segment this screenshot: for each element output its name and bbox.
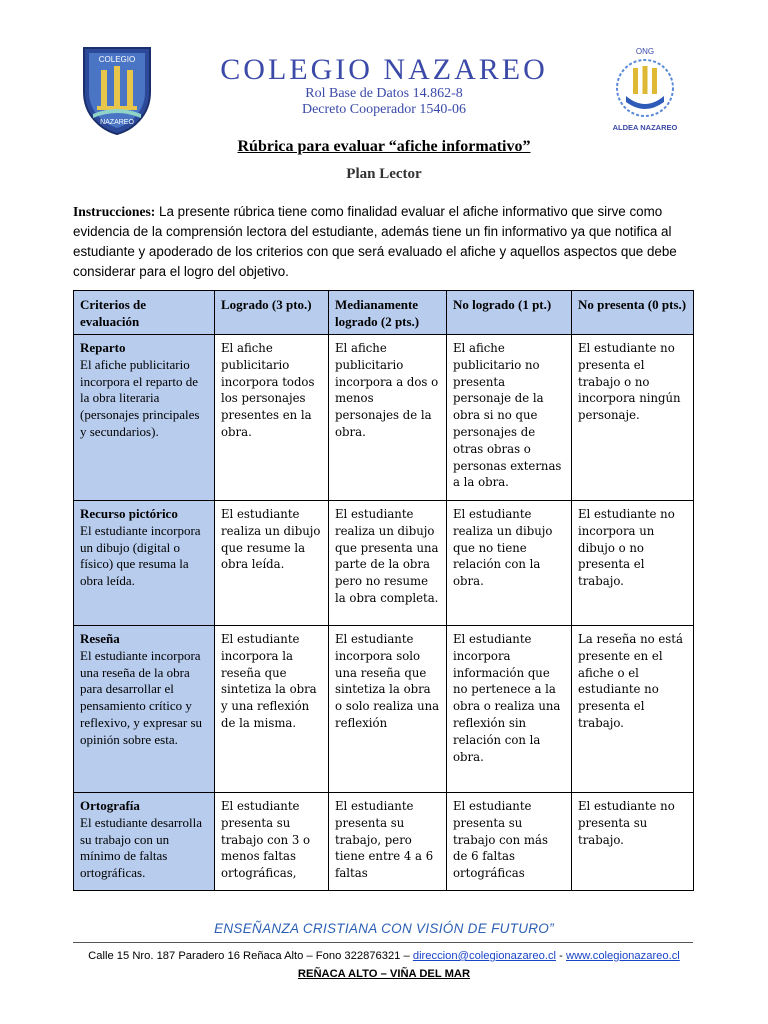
rubric-row-recurso-pictorico [74,501,694,626]
footer-divider [73,942,693,943]
cell-medianamente-logrado: El afiche publicitario incorpora a dos o menos personajes de la obra. [329,335,447,501]
document-subtitle: Plan Lector [346,166,422,182]
cell-no-logrado: El afiche publicitario no presenta personaje de la obra si no que personajes de otras obras o personas externas a la obra. [447,335,572,501]
header-medianamente-logrado: Medianamente logrado (2 pts.) [329,291,447,335]
cell-no-presenta: El estudiante no presenta el trabajo o no incorpora ningún personaje. [572,335,694,501]
cell-no-logrado: El estudiante incorpora información que no pertenece a la obra o realiza una reflexión sin relación con la obra. [447,626,572,793]
svg-text:ALDEA NAZAREO: ALDEA NAZAREO [612,123,678,132]
footer-city: REÑACA ALTO – VIÑA DEL MAR [297,968,471,980]
cell-no-logrado: El estudiante presenta su trabajo con más de 6 faltas ortográficas [447,793,572,891]
cell-no-presenta: La reseña no está presente en el afiche o el estudiante no presenta el trabajo. [572,626,694,793]
cell-logrado: El afiche publicitario incorpora todos los personajes presentes en la obra. [215,335,329,501]
criterion-name: Ortografía [80,798,140,813]
criterion-description: El estudiante incorpora una reseña de la obra para desarrollar el pensamiento crítico y reflexivo, y expresar su opinión sobre esta. [80,647,203,747]
criterion-name: Reparto [80,340,126,355]
rubric-row-resena [74,626,694,793]
cell-medianamente-logrado: El estudiante realiza un dibujo que presenta una parte de la obra pero no resume la obra completa. [329,501,447,626]
cell-medianamente-logrado: El estudiante presenta su trabajo, pero tiene entre 4 a 6 faltas [329,793,447,891]
instructions-label: Instrucciones: [73,204,156,219]
website-link[interactable]: www.colegionazareo.cl [566,950,680,962]
svg-text:COLEGIO: COLEGIO [98,55,136,64]
criterion-resena [74,626,215,793]
criterion-recurso-pictorico [74,501,215,626]
school-motto: ENSEÑANZA CRISTIANA CON VISIÓN DE FUTURO” [214,921,554,936]
criterion-ortografia [74,793,215,891]
criterion-name: Recurso pictórico [80,506,178,521]
criterion-name: Reseña [80,631,120,646]
svg-text:NAZAREO: NAZAREO [100,119,134,126]
email-link[interactable]: direccion@colegionazareo.cl [412,950,557,962]
decreto-cooperador: Decreto Cooperador 1540-06 [301,102,467,117]
footer-address [0,950,768,962]
colegio-nazareo-shield-logo [80,44,154,136]
rol-base-datos: Rol Base de Datos 14.862-8 [305,86,463,101]
cell-no-logrado: El estudiante realiza un dibujo que no tiene relación con la obra. [447,501,572,626]
header-criterios: Criterios de evaluación [74,291,215,335]
criterion-description: El estudiante desarrolla su trabajo con un mínimo de faltas ortográficas. [80,814,203,881]
rubric-header-row [74,291,694,335]
address-text: Calle 15 Nro. 187 Paradero 16 Reñaca Alto – Fono 322876321 – [88,950,413,962]
header-logrado: Logrado (3 pto.) [215,291,329,335]
cell-no-presenta: El estudiante no incorpora un dibujo o no presenta el trabajo. [572,501,694,626]
cell-logrado: El estudiante realiza un dibujo que resume la obra leída. [215,501,329,626]
rubric-row-reparto [74,335,694,501]
instructions-text: La presente rúbrica tiene como finalidad evaluar el afiche informativo que sirve como evidencia de la comprensión lectora del estudiante, además tiene un fin informativo ya que notifica al estudiante y apoderado de los criterios con que será evaluado el afiche y aquellos aspectos que debe considerar para el logro del objetivo. [73,204,677,279]
document-title: Rúbrica para evaluar “afiche informativo” [237,138,531,155]
criterion-description: El estudiante incorpora un dibujo (digital o físico) que resuma la obra leída. [80,522,201,589]
svg-text:ONG: ONG [635,47,655,56]
criterion-reparto [74,335,215,501]
school-name: COLEGIO NAZAREO [220,53,548,86]
header-no-logrado: No logrado (1 pt.) [447,291,572,335]
cell-medianamente-logrado: El estudiante incorpora solo una reseña que sintetiza la obra o solo realiza una reflexión [329,626,447,793]
header-no-presenta: No presenta (0 pts.) [572,291,694,335]
address-separator: - [556,950,566,962]
aldea-nazareo-logo [606,44,684,134]
criterion-description: El afiche publicitario incorpora el reparto de la obra literaria (personajes principales y secundarios). [80,356,200,439]
cell-no-presenta: El estudiante no presenta su trabajo. [572,793,694,891]
cell-logrado: El estudiante incorpora la reseña que sintetiza la obra y una reflexión de la misma. [215,626,329,793]
rubric-row-ortografia [74,793,694,891]
cell-logrado: El estudiante presenta su trabajo con 3 o menos faltas ortográficas, [215,793,329,891]
instructions-paragraph [73,202,693,282]
rubric-table [73,290,694,891]
